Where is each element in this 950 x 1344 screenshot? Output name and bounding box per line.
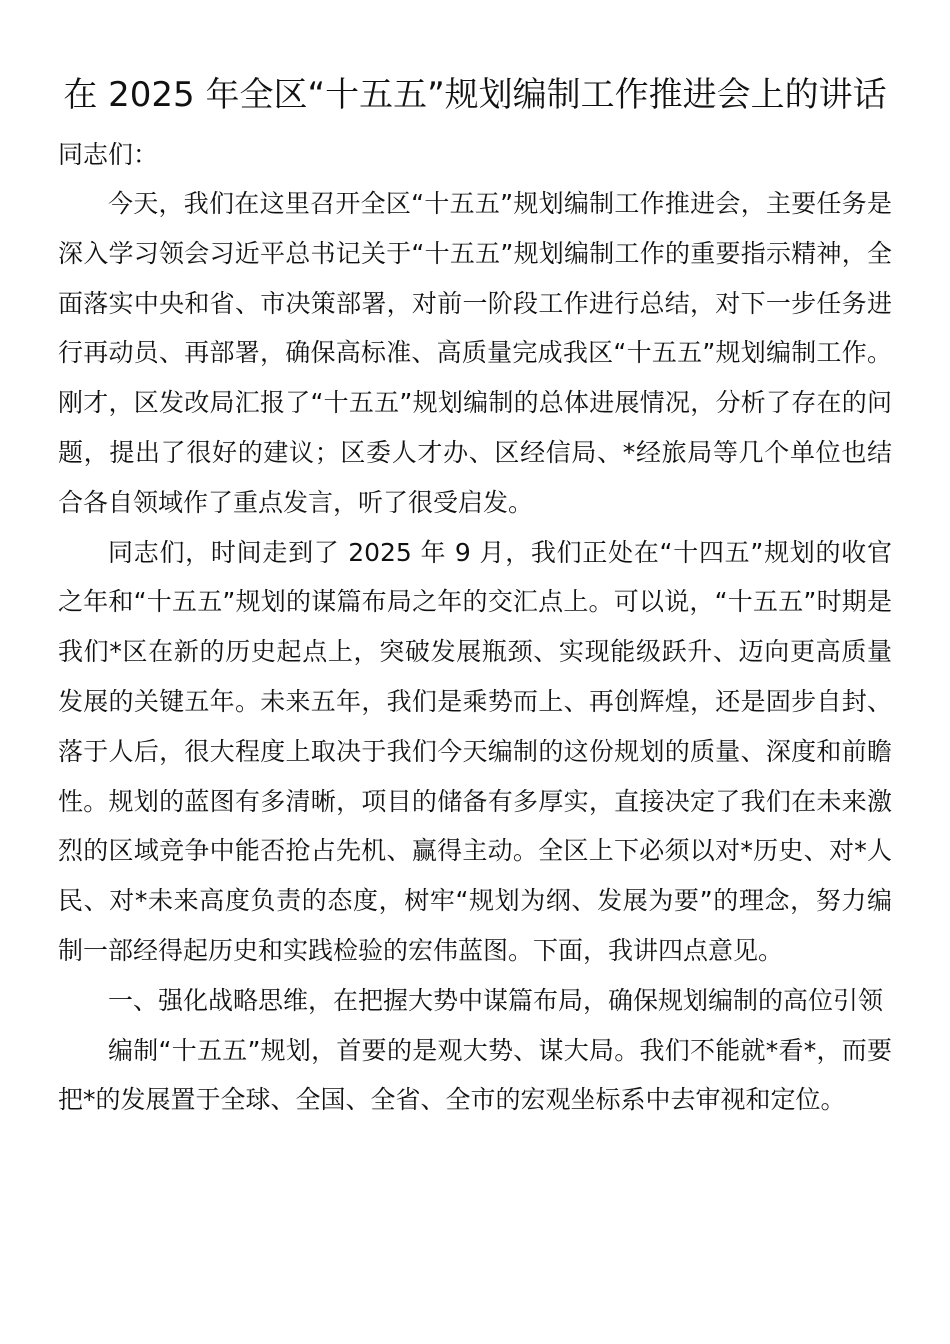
paragraph-context: 同志们，时间走到了 2025 年 9 月，我们正处在“十四五”规划的收官之年和“十五五”规划的谋篇布局之年的交汇点上。可以说，“十五五”时期是我们*区在新的历史起点上，突破发展瓶颈、实现能级跃升、迈向更高质量发展的关键五年。未来五年，我们是乘势而上、再创辉煌，还是固步自封、落于人后，很大程度上取决于我们今天编制的这份规划的质量、深度和前瞻性。规划的蓝图有多清晰，项目的储备有多厚实，直接决定了我们在未来激烈的区域竞争中能否抢占先机、赢得主动。全区上下必须以对*历史、对*人民、对*未来高度负责的态度，树牢“规划为纲、发展为要”的理念，努力编制一部经得起历史和实践检验的宏伟蓝图。下面，我讲四点意见。: [58, 537, 892, 965]
paragraph-section-one: 编制“十五五”规划，首要的是观大势、谋大局。我们不能就*看*，而要把*的发展置于全球、全国、全省、全市的宏观坐标系中去审视和定位。: [58, 1035, 892, 1115]
salutation: 同志们：: [58, 140, 159, 169]
paragraph-opening: 今天，我们在这里召开全区“十五五”规划编制工作推进会，主要任务是深入学习领会习近平总书记关于“十五五”规划编制工作的重要指示精神，全面落实中央和省、市决策部署，对前一阶段工作进行总结，对下一步任务进行再动员、再部署，确保高标准、高质量完成我区“十五五”规划编制工作。刚才，区发改局汇报了“十五五”规划编制的总体进展情况，分析了存在的问题，提出了很好的建议；区委人才办、区经信局、*经旅局等几个单位也结合各自领域作了重点发言，听了很受启发。: [58, 189, 892, 517]
document-title: 在 2025 年全区“十五五”规划编制工作推进会上的讲话: [63, 75, 887, 115]
section-heading-one: 一、强化战略思维，在把握大势中谋篇布局，确保规划编制的高位引领: [108, 985, 884, 1015]
